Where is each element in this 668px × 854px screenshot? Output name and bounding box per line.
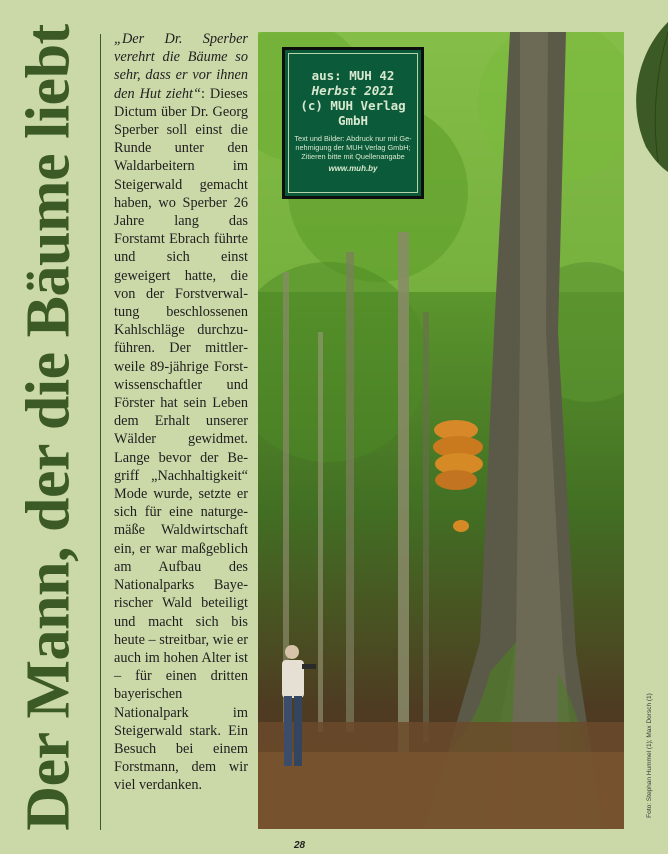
article-title: Der Mann, der die Bäume liebt	[14, 24, 83, 831]
stamp-notice: Text und Bilder: Abdruck nur mit Genehmigung der MUH Verlag GmbH; Zitieren bitte mit Quellenangabe	[294, 134, 412, 161]
stamp-url: www.muh.by	[328, 164, 378, 173]
photo-credit-container	[634, 680, 664, 830]
article-quote: „Der Dr. Sperber verehrt die Bäume so sehr, dass er vor ihnen den Hut zieht“	[114, 31, 248, 102]
article-title-container	[14, 20, 84, 835]
article-text: : Dieses Dictum über Dr. Georg Sperber soll einst die Runde unter den Waldarbeitern im Steigerwald gemacht haben, wo Sperber 26 Jahre lang das Forstamt Ebrach führte und sich einst geweigert hatte, die von der Forstverwaltung beschlossenen Kahlschläge durchzuführen. Der mittlerweile 89-jährige Forstwissenschaftler und Förster hat sein Leben dem Erhalt unserer Wälder gewidmet. Lange bevor der Begriff „Nachhaltigkeit“ Mode wurde, setzte er sich für eine naturgemäße Waldwirtschaft ein, er war maßgeblich am Aufbau des Nationalparks Bayerischer Wald beteiligt und macht sich bis heute – streitbar, wie er auch im hohen Alter ist – für einen dritten bayerischen Nationalpark im Steigerwald stark. Ein Besuch bei einem Forstmann, dem wir viel verdanken.	[114, 85, 248, 794]
column-divider	[100, 34, 101, 830]
leaf-decoration-icon	[628, 22, 668, 172]
stamp-issue: aus: MUH 42	[311, 68, 395, 83]
stamp-publisher: (c) MUH Verlag GmbH	[300, 98, 406, 128]
photo-credit: Foto: Stephan Hummel (1); Max Dorsch (1)	[645, 692, 653, 818]
stamp-season: Herbst 2021	[311, 83, 395, 98]
page-number: 28	[294, 840, 306, 851]
copyright-stamp	[282, 47, 424, 199]
article-body	[114, 30, 248, 795]
